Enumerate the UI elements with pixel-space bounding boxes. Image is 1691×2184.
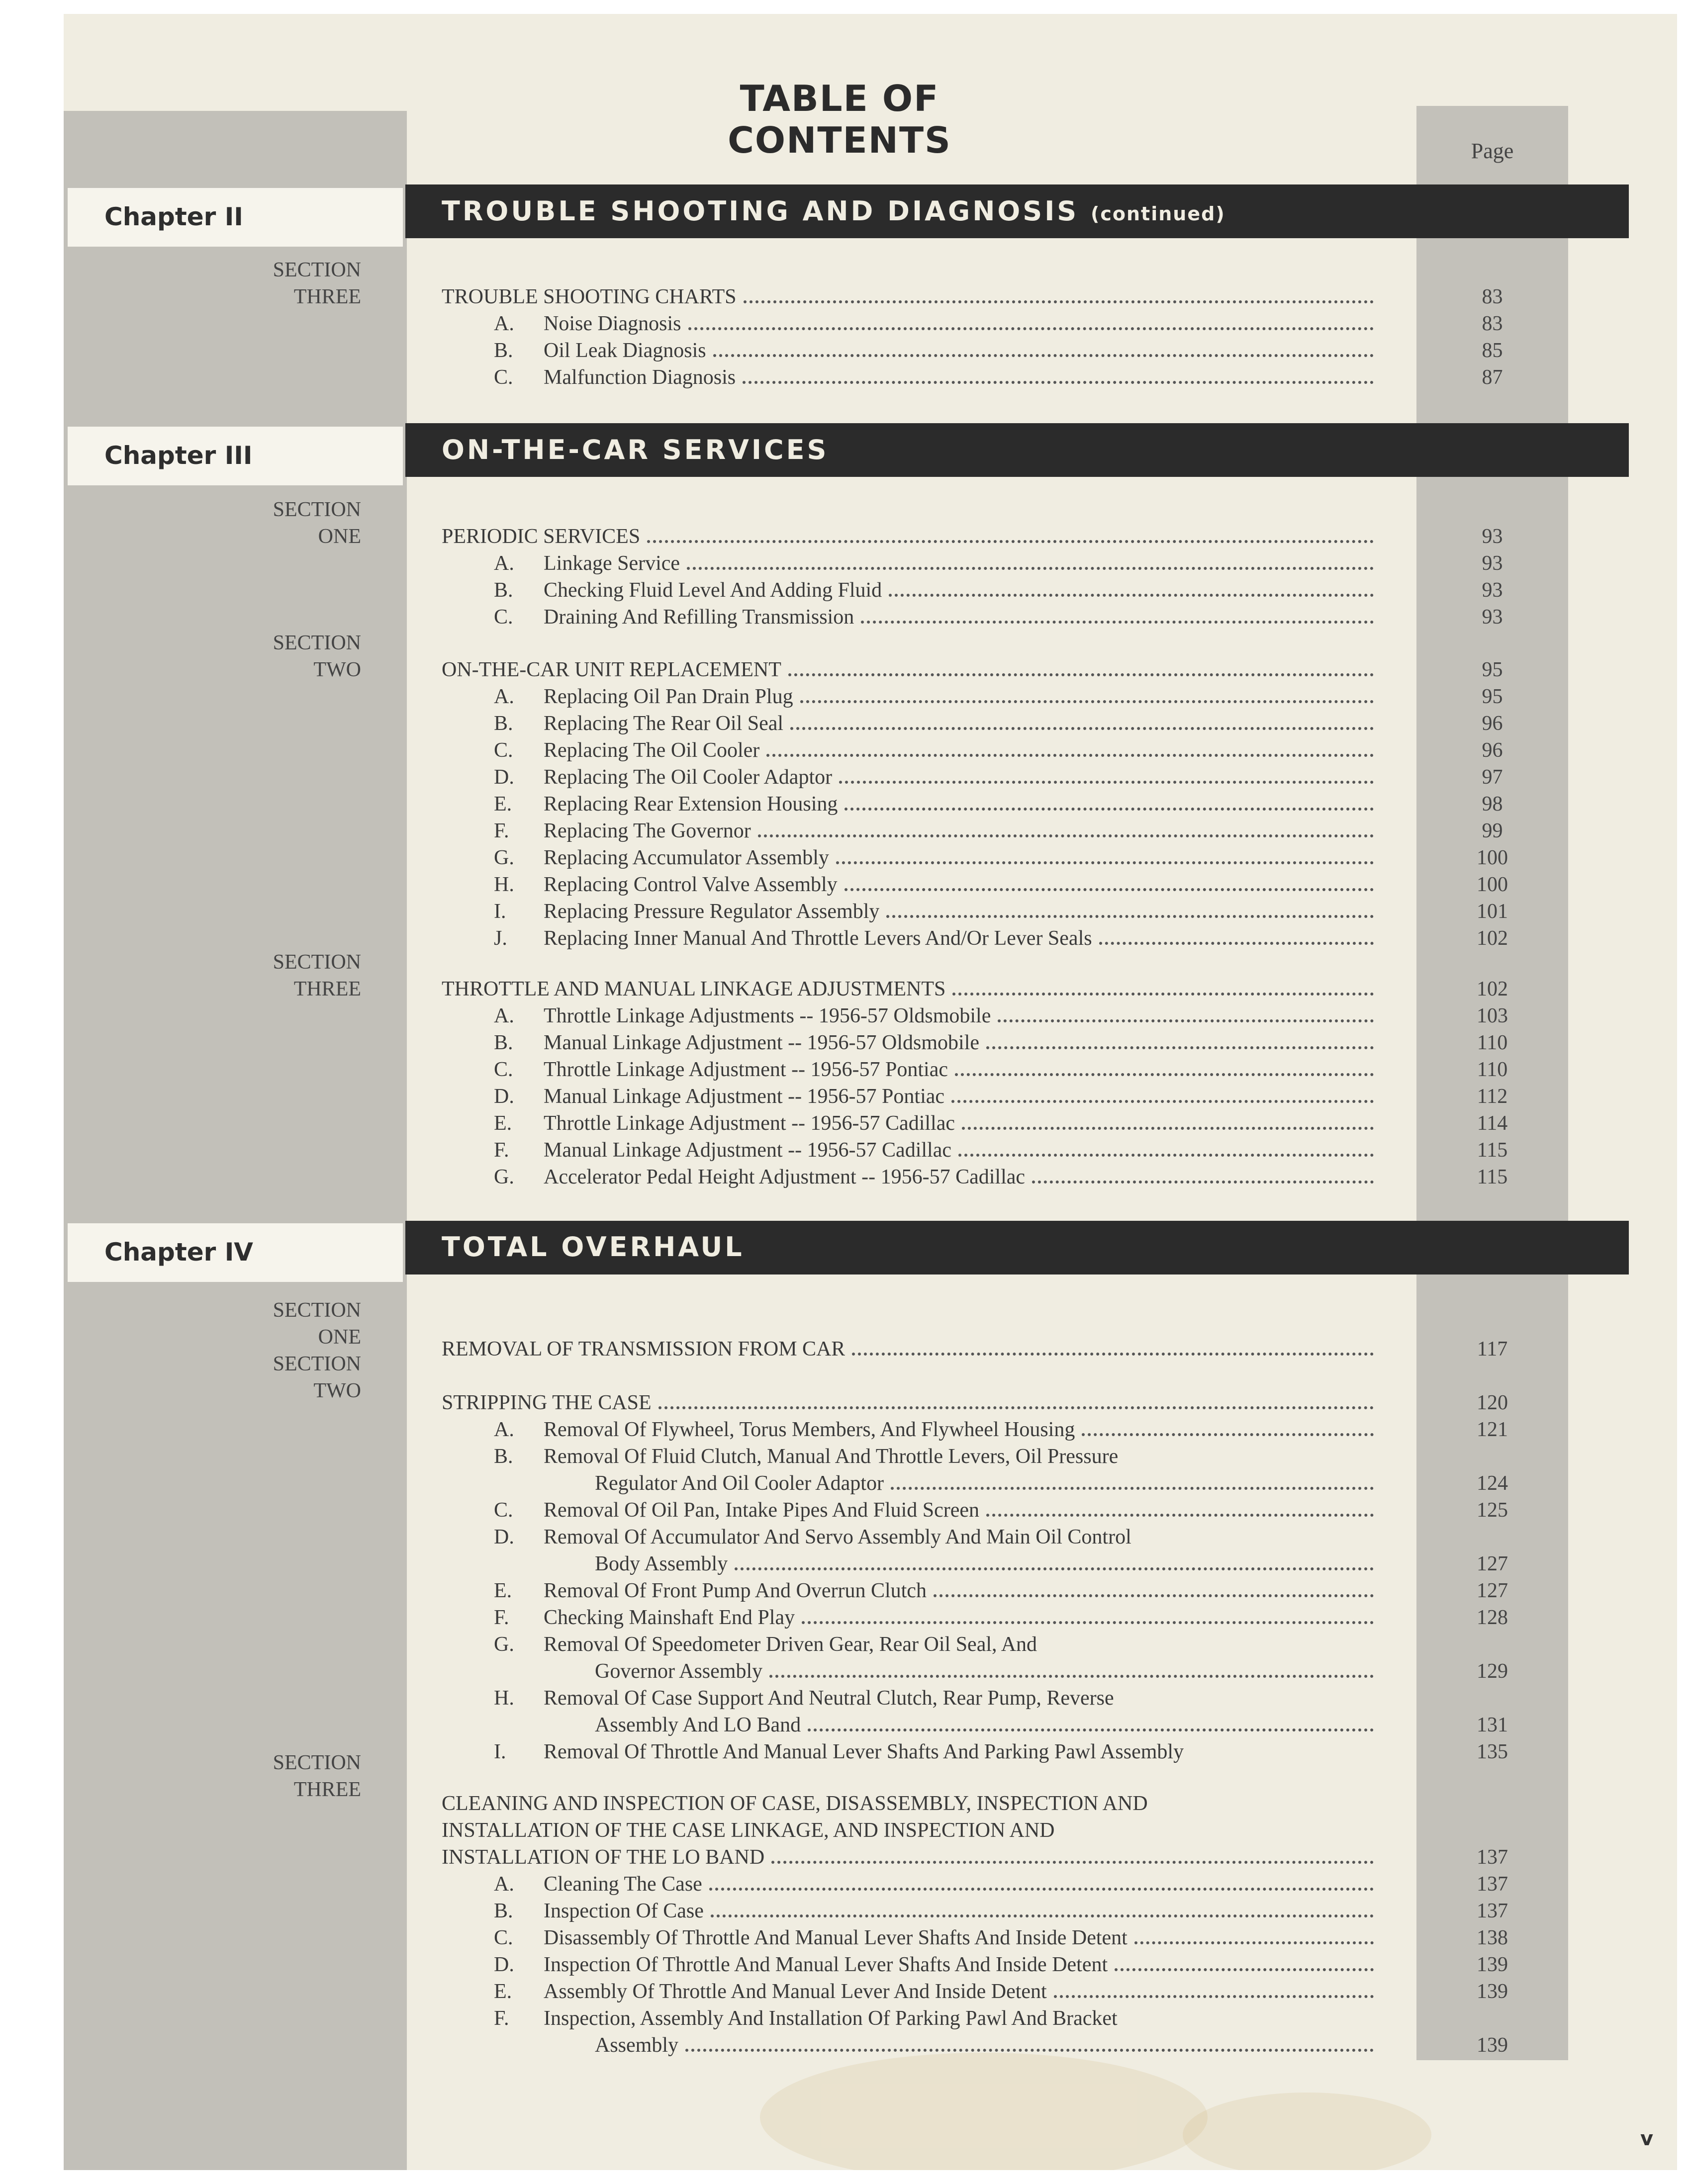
toc-entry[interactable]	[494, 1110, 1377, 1137]
page-number: 100	[1477, 846, 1508, 869]
dot-leader	[788, 673, 1374, 676]
entry-text: Assembly Of Throttle And Manual Lever And Inside Detent	[544, 1980, 1047, 2003]
toc-entry[interactable]	[442, 1336, 1377, 1363]
page-number: 115	[1477, 1139, 1508, 1162]
toc-entry[interactable]	[494, 925, 1377, 952]
toc-entry-continuation[interactable]	[595, 1658, 1377, 1685]
toc-entry[interactable]	[494, 764, 1377, 791]
entry-letter: B.	[494, 712, 513, 735]
entry-text: Removal Of Case Support And Neutral Clutch, Rear Pump, Reverse	[544, 1687, 1114, 1710]
toc-entry[interactable]	[442, 523, 1377, 550]
binding-hole	[45, 387, 58, 444]
dot-leader	[934, 1594, 1374, 1597]
binding-hole	[45, 1506, 58, 1562]
entry-text: Replacing The Governor	[544, 819, 751, 842]
binding-hole	[45, 946, 58, 1003]
binding-hole	[45, 1394, 58, 1451]
chapter-label: Chapter II	[104, 202, 243, 231]
entry-letter: E.	[494, 1980, 512, 2003]
dot-leader	[1032, 1181, 1374, 1183]
entry-text: Removal Of Speedometer Driven Gear, Rear Oil Seal, And	[544, 1633, 1037, 1656]
dot-leader	[800, 700, 1374, 703]
toc-entry[interactable]	[494, 710, 1377, 737]
entry-text: Replacing Inner Manual And Throttle Levers And/Or Lever Seals	[544, 927, 1092, 950]
entry-text: Throttle Linkage Adjustment -- 1956-57 Pontiac	[544, 1058, 948, 1081]
entry-letter: A.	[494, 1873, 514, 1896]
toc-entry-continuation[interactable]	[442, 1844, 1377, 1871]
toc-entry[interactable]	[494, 898, 1377, 925]
entry-text: Removal Of Flywheel, Torus Members, And Flywheel Housing	[544, 1418, 1075, 1441]
entry-text: Replacing Oil Pan Drain Plug	[544, 685, 793, 708]
entry-text: Noise Diagnosis	[544, 312, 681, 335]
page-number: 97	[1482, 766, 1503, 789]
chapter-title	[442, 196, 1225, 229]
toc-entry[interactable]	[494, 1416, 1377, 1443]
binding-hole	[45, 611, 58, 667]
dot-leader	[743, 381, 1374, 384]
entry-letter: E.	[494, 793, 512, 816]
dot-leader	[891, 1487, 1374, 1490]
entry-letter: C.	[494, 1058, 513, 1081]
toc-entry-continuation[interactable]	[595, 1470, 1377, 1497]
entry-letter: D.	[494, 1085, 514, 1108]
entry-text: Accelerator Pedal Height Adjustment -- 1956-57 Cadillac	[544, 1166, 1026, 1188]
page-column-header: Page	[1471, 139, 1514, 163]
binding-hole	[45, 163, 58, 220]
toc-entry[interactable]	[494, 1497, 1377, 1524]
dot-leader	[836, 861, 1374, 864]
entry-text: Throttle Linkage Adjustments -- 1956-57 Oldsmobile	[544, 1004, 991, 1027]
toc-entry[interactable]	[494, 1029, 1377, 1056]
page-number: 93	[1482, 606, 1503, 629]
paper-stain	[760, 2053, 1208, 2170]
page-number: 137	[1477, 1900, 1508, 1922]
page-number: 93	[1482, 552, 1503, 575]
toc-entry[interactable]	[494, 310, 1377, 337]
entry-text: PERIODIC SERVICES	[442, 525, 641, 548]
page-number: 115	[1477, 1166, 1508, 1188]
dot-leader	[1099, 942, 1374, 945]
toc-entry[interactable]	[494, 1738, 1377, 1765]
entry-letter: G.	[494, 1633, 514, 1656]
entry-letter: G.	[494, 846, 514, 869]
page-number: 137	[1477, 1873, 1508, 1896]
binding-hole	[45, 1170, 58, 1227]
dot-leader	[958, 1154, 1374, 1157]
entry-text: Removal Of Throttle And Manual Lever Shafts And Parking Pawl Assembly	[544, 1740, 1184, 1763]
dot-leader	[744, 300, 1374, 303]
entry-text: Governor Assembly	[595, 1660, 763, 1683]
chapter-title: ON-THE-CAR SERVICES	[442, 434, 829, 465]
page-number: 114	[1477, 1112, 1508, 1135]
dot-leader	[688, 327, 1374, 330]
binding-hole	[45, 499, 58, 555]
chapter-title: TOTAL OVERHAUL	[442, 1231, 745, 1263]
page-number: 125	[1477, 1499, 1508, 1522]
toc-entry[interactable]	[494, 1056, 1377, 1083]
toc-entry[interactable]	[442, 656, 1377, 683]
toc-entry-continuation[interactable]	[595, 1550, 1377, 1577]
entry-letter: D.	[494, 1526, 514, 1548]
entry-letter: C.	[494, 366, 513, 389]
entry-letter: B.	[494, 1445, 513, 1468]
entry-text: Draining And Refilling Transmission	[544, 606, 854, 629]
page-number: 131	[1477, 1714, 1508, 1736]
entry-letter: E.	[494, 1112, 512, 1135]
dot-leader	[1082, 1433, 1374, 1436]
entry-text: Assembly And LO Band	[595, 1714, 801, 1736]
toc-entry[interactable]	[442, 283, 1377, 310]
entry-text: Inspection Of Case	[544, 1900, 704, 1922]
entry-letter: H.	[494, 1687, 514, 1710]
entry-text: Removal Of Accumulator And Servo Assembly And Main Oil Control	[544, 1526, 1131, 1548]
section-label: SECTION ONE	[273, 498, 361, 548]
toc-entry-continuation[interactable]	[595, 1712, 1377, 1738]
toc-entry[interactable]	[494, 737, 1377, 764]
dot-leader	[998, 1019, 1374, 1022]
page-number: 103	[1477, 1004, 1508, 1027]
page-number: 93	[1482, 579, 1503, 602]
entry-letter: F.	[494, 819, 509, 842]
toc-entry[interactable]	[494, 1443, 1377, 1470]
dot-leader	[886, 915, 1374, 918]
dot-leader	[839, 781, 1374, 784]
dot-leader	[845, 808, 1374, 811]
dot-leader	[986, 1514, 1374, 1517]
entry-text: CLEANING AND INSPECTION OF CASE, DISASSEMBLY, INSPECTION AND	[442, 1792, 1148, 1815]
page-folio: v	[1640, 2127, 1654, 2150]
entry-text: ON-THE-CAR UNIT REPLACEMENT	[442, 658, 781, 681]
chapter-column-band	[64, 111, 407, 2170]
toc-entry[interactable]	[494, 1577, 1377, 1604]
entry-letter: C.	[494, 606, 513, 629]
entry-text: THROTTLE AND MANUAL LINKAGE ADJUSTMENTS	[442, 978, 946, 1001]
dot-leader	[790, 727, 1374, 730]
toc-entry[interactable]	[494, 844, 1377, 871]
binding-hole	[45, 1282, 58, 1339]
toc-entry[interactable]	[442, 1389, 1377, 1416]
dot-leader	[769, 1675, 1374, 1678]
toc-entry[interactable]	[494, 1083, 1377, 1110]
toc-entry[interactable]	[442, 976, 1377, 1002]
dot-leader	[889, 594, 1374, 597]
page-number: 112	[1477, 1085, 1508, 1108]
entry-letter: C.	[494, 1926, 513, 1949]
page-number: 87	[1482, 366, 1503, 389]
dot-leader	[687, 567, 1374, 570]
dot-leader	[685, 2049, 1374, 2052]
toc-entry[interactable]	[494, 364, 1377, 391]
entry-text: INSTALLATION OF THE CASE LINKAGE, AND INSPECTION AND	[442, 1819, 1055, 1842]
page-number: 96	[1482, 712, 1503, 735]
binding-hole	[45, 1729, 58, 1786]
entry-text: Replacing Accumulator Assembly	[544, 846, 829, 869]
entry-text: Checking Mainshaft End Play	[544, 1606, 795, 1629]
dot-leader	[711, 1914, 1374, 1917]
dot-leader	[713, 354, 1374, 357]
entry-text: Removal Of Fluid Clutch, Manual And Throttle Levers, Oil Pressure	[544, 1445, 1119, 1468]
entry-letter: J.	[494, 927, 507, 950]
toc-entry[interactable]	[494, 577, 1377, 604]
entry-text: Manual Linkage Adjustment -- 1956-57 Cadillac	[544, 1139, 951, 1162]
toc-entry[interactable]	[494, 550, 1377, 577]
dot-leader	[771, 1861, 1374, 1864]
toc-entry[interactable]	[494, 2005, 1377, 2032]
dot-leader	[766, 754, 1374, 757]
section-label: SECTION ONE SECTION TWO	[273, 1299, 361, 1402]
entry-letter: D.	[494, 1953, 514, 1976]
dot-leader	[647, 540, 1374, 543]
dot-leader	[658, 1406, 1374, 1409]
toc-entry[interactable]	[494, 1137, 1377, 1164]
entry-text: Replacing Rear Extension Housing	[544, 793, 838, 816]
entry-text: INSTALLATION OF THE LO BAND	[442, 1846, 765, 1869]
toc-entry[interactable]	[494, 871, 1377, 898]
entry-text: Removal Of Front Pump And Overrun Clutch	[544, 1579, 927, 1602]
chapter-title-text: TROUBLE SHOOTING AND DIAGNOSIS	[442, 195, 1079, 227]
toc-entry[interactable]	[494, 1685, 1377, 1712]
continued-note: (continued)	[1091, 203, 1225, 225]
section-label: SECTION THREE	[273, 259, 361, 308]
entry-letter: I.	[494, 1740, 506, 1763]
binding-hole	[45, 1953, 58, 2010]
page-number: 137	[1477, 1846, 1508, 1869]
entry-text: TROUBLE SHOOTING CHARTS	[442, 285, 737, 308]
entry-text: Replacing Pressure Regulator Assembly	[544, 900, 880, 923]
toc-entry[interactable]	[494, 1951, 1377, 1978]
dot-leader	[952, 993, 1374, 996]
toc-entry[interactable]	[494, 1978, 1377, 2005]
dot-leader	[802, 1621, 1374, 1624]
entry-text: Inspection, Assembly And Installation Of Parking Pawl And Bracket	[544, 2007, 1118, 2030]
dot-leader	[735, 1567, 1374, 1570]
toc-entry[interactable]	[494, 1871, 1377, 1898]
page-number: 135	[1477, 1740, 1508, 1763]
page-number: 138	[1477, 1926, 1508, 1949]
page-number: 127	[1477, 1552, 1508, 1575]
paper-stain	[1183, 2093, 1431, 2170]
binding-strip	[14, 14, 64, 2170]
entry-letter: I.	[494, 900, 506, 923]
page-number: 101	[1477, 900, 1508, 923]
entry-text: Malfunction Diagnosis	[544, 366, 736, 389]
entry-letter: A.	[494, 312, 514, 335]
page-number: 121	[1477, 1418, 1508, 1441]
entry-letter: B.	[494, 1031, 513, 1054]
page-number: 99	[1482, 819, 1503, 842]
dot-leader	[951, 1100, 1374, 1103]
entry-letter: F.	[494, 1139, 509, 1162]
entry-letter: B.	[494, 579, 513, 602]
toc-entry[interactable]	[494, 1898, 1377, 1924]
dot-leader	[1134, 1941, 1374, 1944]
toc-entry[interactable]	[494, 1604, 1377, 1631]
entry-text: Regulator And Oil Cooler Adaptor	[595, 1472, 884, 1495]
entry-text: Cleaning The Case	[544, 1873, 702, 1896]
entry-letter: A.	[494, 552, 514, 575]
entry-letter: C.	[494, 739, 513, 762]
toc-entry[interactable]	[494, 604, 1377, 631]
entry-letter: B.	[494, 339, 513, 362]
dot-leader	[845, 888, 1374, 891]
page-number: 85	[1482, 339, 1503, 362]
binding-hole	[45, 1841, 58, 1898]
page-number: 95	[1482, 685, 1503, 708]
page-number: 98	[1482, 793, 1503, 816]
entry-text: Inspection Of Throttle And Manual Lever Shafts And Inside Detent	[544, 1953, 1108, 1976]
binding-hole	[45, 1058, 58, 1115]
page-number: 120	[1477, 1391, 1508, 1414]
page-number: 102	[1477, 978, 1508, 1001]
page-number: 100	[1477, 873, 1508, 896]
toc-entry[interactable]	[494, 1631, 1377, 1658]
entry-text: Disassembly Of Throttle And Manual Lever Shafts And Inside Detent	[544, 1926, 1127, 1949]
page-number: 117	[1477, 1338, 1508, 1361]
entry-letter: H.	[494, 873, 514, 896]
dot-leader	[861, 621, 1374, 624]
toc-entry[interactable]	[442, 1790, 1377, 1817]
binding-hole	[45, 1618, 58, 1674]
chapter-label: Chapter III	[104, 441, 253, 470]
entry-text: STRIPPING THE CASE	[442, 1391, 652, 1414]
binding-hole	[45, 51, 58, 108]
entry-text: Manual Linkage Adjustment -- 1956-57 Oldsmobile	[544, 1031, 980, 1054]
entry-text: Replacing The Oil Cooler	[544, 739, 760, 762]
entry-letter: D.	[494, 766, 514, 789]
entry-text: Assembly	[595, 2034, 678, 2057]
page-number: 139	[1477, 2034, 1508, 2057]
page-title: TABLE OF CONTENTS	[728, 78, 951, 161]
chapter-label: Chapter IV	[104, 1238, 253, 1267]
toc-entry[interactable]	[494, 337, 1377, 364]
page-number: 129	[1477, 1660, 1508, 1683]
toc-entry[interactable]	[494, 791, 1377, 818]
dot-leader	[962, 1127, 1374, 1130]
entry-letter: B.	[494, 1900, 513, 1922]
dot-leader	[1115, 1968, 1374, 1971]
dot-leader	[1054, 1995, 1374, 1998]
entry-letter: C.	[494, 1499, 513, 1522]
entry-text: Oil Leak Diagnosis	[544, 339, 706, 362]
entry-letter: A.	[494, 1418, 514, 1441]
page-number: 93	[1482, 525, 1503, 548]
dot-leader	[808, 1729, 1374, 1731]
page-number: 139	[1477, 1980, 1508, 2003]
entry-letter: A.	[494, 1004, 514, 1027]
page-number: 127	[1477, 1579, 1508, 1602]
toc-entry[interactable]	[494, 1924, 1377, 1951]
section-label: SECTION TWO	[273, 632, 361, 681]
entry-letter: E.	[494, 1579, 512, 1602]
entry-text: Checking Fluid Level And Adding Fluid	[544, 579, 882, 602]
section-label: SECTION THREE	[273, 1751, 361, 1801]
binding-hole	[45, 2065, 58, 2122]
toc-entry[interactable]	[494, 1164, 1377, 1190]
entry-text: Replacing The Oil Cooler Adaptor	[544, 766, 833, 789]
toc-entry[interactable]	[494, 683, 1377, 710]
toc-entry[interactable]	[494, 1524, 1377, 1550]
dot-leader	[986, 1046, 1374, 1049]
dot-leader	[852, 1353, 1374, 1356]
dot-leader	[709, 1888, 1374, 1891]
page-number: 83	[1482, 312, 1503, 335]
entry-text: Replacing Control Valve Assembly	[544, 873, 838, 896]
entry-text: Manual Linkage Adjustment -- 1956-57 Pontiac	[544, 1085, 945, 1108]
page-number: 139	[1477, 1953, 1508, 1976]
entry-text: REMOVAL OF TRANSMISSION FROM CAR	[442, 1338, 846, 1361]
entry-text: Body Assembly	[595, 1552, 728, 1575]
entry-letter: G.	[494, 1166, 514, 1188]
page-number: 110	[1477, 1031, 1508, 1054]
entry-text: Removal Of Oil Pan, Intake Pipes And Fluid Screen	[544, 1499, 980, 1522]
toc-entry-continuation[interactable]	[442, 1817, 1377, 1844]
entry-letter: F.	[494, 2007, 509, 2030]
page-number: 102	[1477, 927, 1508, 950]
dot-leader	[758, 834, 1374, 837]
section-label: SECTION THREE	[273, 951, 361, 1001]
binding-hole	[45, 275, 58, 332]
page-number: 128	[1477, 1606, 1508, 1629]
toc-page	[14, 14, 1677, 2170]
page-number: 110	[1477, 1058, 1508, 1081]
page-number: 95	[1482, 658, 1503, 681]
page-number: 124	[1477, 1472, 1508, 1495]
dot-leader	[955, 1073, 1374, 1076]
entry-text: Linkage Service	[544, 552, 680, 575]
toc-entry[interactable]	[494, 818, 1377, 844]
entry-letter: A.	[494, 685, 514, 708]
entry-text: Throttle Linkage Adjustment -- 1956-57 Cadillac	[544, 1112, 955, 1135]
entry-text: Replacing The Rear Oil Seal	[544, 712, 784, 735]
binding-hole	[45, 723, 58, 779]
toc-entry-continuation[interactable]	[595, 2032, 1377, 2059]
page-number: 96	[1482, 739, 1503, 762]
toc-entry[interactable]	[494, 1002, 1377, 1029]
page-number: 83	[1482, 285, 1503, 308]
entry-letter: F.	[494, 1606, 509, 1629]
binding-hole	[45, 834, 58, 891]
